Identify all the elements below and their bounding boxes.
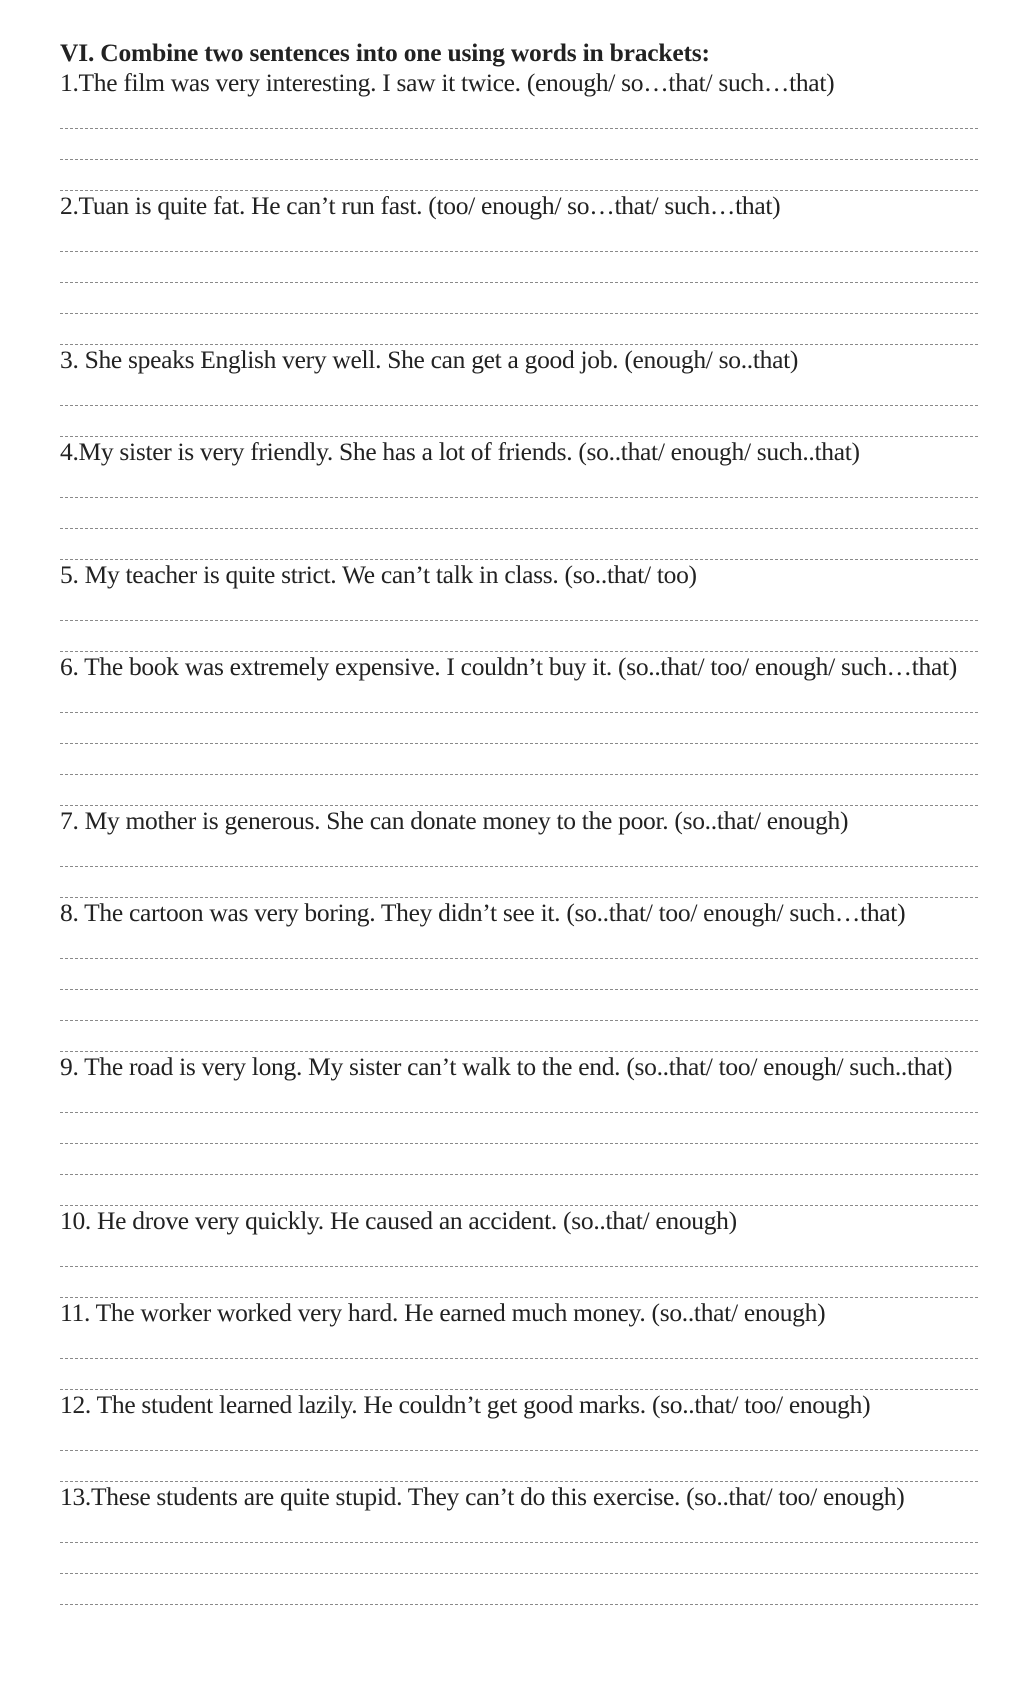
answer-line[interactable] <box>60 406 978 437</box>
answer-line[interactable] <box>60 867 978 898</box>
answer-line[interactable] <box>60 375 978 406</box>
question-text: 8. The cartoon was very boring. They didn’t see it. (so..that/ too/ enough/ such…that) <box>60 898 906 927</box>
exercise-heading: VI. Combine two sentences into one using words in brackets: <box>60 38 710 67</box>
answer-line[interactable] <box>60 775 978 806</box>
question-item <box>60 345 990 437</box>
answer-line[interactable] <box>60 98 978 129</box>
answer-line[interactable] <box>60 129 978 160</box>
answer-line[interactable] <box>60 1543 978 1574</box>
answer-line[interactable] <box>60 744 978 775</box>
answer-line[interactable] <box>60 252 978 283</box>
answer-line[interactable] <box>60 1021 978 1052</box>
question-text: 4.My sister is very friendly. She has a lot of friends. (so..that/ enough/ such..that) <box>60 437 860 466</box>
answer-line[interactable] <box>60 1512 978 1543</box>
question-item <box>60 191 990 345</box>
question-text: 7. My mother is generous. She can donate money to the poor. (so..that/ enough) <box>60 806 849 835</box>
question-text: 5. My teacher is quite strict. We can’t talk in class. (so..that/ too) <box>60 560 697 589</box>
question-text: 9. The road is very long. My sister can’t walk to the end. (so..that/ too/ enough/ such..that) <box>60 1052 953 1081</box>
answer-line[interactable] <box>60 1267 978 1298</box>
answer-line[interactable] <box>60 221 978 252</box>
answer-line[interactable] <box>60 959 978 990</box>
question-item <box>60 806 990 898</box>
answer-line[interactable] <box>60 713 978 744</box>
question-item <box>60 652 990 806</box>
answer-line[interactable] <box>60 1574 978 1605</box>
question-text: 10. He drove very quickly. He caused an accident. (so..that/ enough) <box>60 1206 737 1235</box>
answer-line[interactable] <box>60 498 978 529</box>
answer-line[interactable] <box>60 1175 978 1206</box>
question-list <box>60 68 990 1605</box>
question-item <box>60 1482 990 1605</box>
question-item <box>60 437 990 560</box>
question-item <box>60 1390 990 1482</box>
answer-line[interactable] <box>60 1236 978 1267</box>
answer-line[interactable] <box>60 1328 978 1359</box>
question-text: 3. She speaks English very well. She can get a good job. (enough/ so..that) <box>60 345 799 374</box>
answer-line[interactable] <box>60 1082 978 1113</box>
answer-line[interactable] <box>60 1451 978 1482</box>
worksheet <box>60 38 990 1605</box>
question-text: 12. The student learned lazily. He couldn’t get good marks. (so..that/ too/ enough) <box>60 1390 871 1419</box>
answer-line[interactable] <box>60 621 978 652</box>
question-item <box>60 68 990 191</box>
answer-line[interactable] <box>60 1113 978 1144</box>
answer-line[interactable] <box>60 467 978 498</box>
answer-line[interactable] <box>60 314 978 345</box>
answer-line[interactable] <box>60 836 978 867</box>
answer-line[interactable] <box>60 1359 978 1390</box>
answer-line[interactable] <box>60 283 978 314</box>
question-item <box>60 898 990 1052</box>
answer-line[interactable] <box>60 928 978 959</box>
question-text: 11. The worker worked very hard. He earned much money. (so..that/ enough) <box>60 1298 826 1327</box>
question-text: 6. The book was extremely expensive. I couldn’t buy it. (so..that/ too/ enough/ such…that) <box>60 652 957 681</box>
answer-line[interactable] <box>60 682 978 713</box>
answer-line[interactable] <box>60 1144 978 1175</box>
answer-line[interactable] <box>60 990 978 1021</box>
question-item <box>60 1052 990 1206</box>
question-text: 13.These students are quite stupid. They can’t do this exercise. (so..that/ too/ enough) <box>60 1482 905 1511</box>
answer-line[interactable] <box>60 529 978 560</box>
question-text: 1.The film was very interesting. I saw it twice. (enough/ so…that/ such…that) <box>60 68 835 97</box>
question-item <box>60 1298 990 1390</box>
answer-line[interactable] <box>60 1420 978 1451</box>
answer-line[interactable] <box>60 160 978 191</box>
question-item <box>60 560 990 652</box>
answer-line[interactable] <box>60 590 978 621</box>
question-item <box>60 1206 990 1298</box>
question-text: 2.Tuan is quite fat. He can’t run fast. (too/ enough/ so…that/ such…that) <box>60 191 781 220</box>
